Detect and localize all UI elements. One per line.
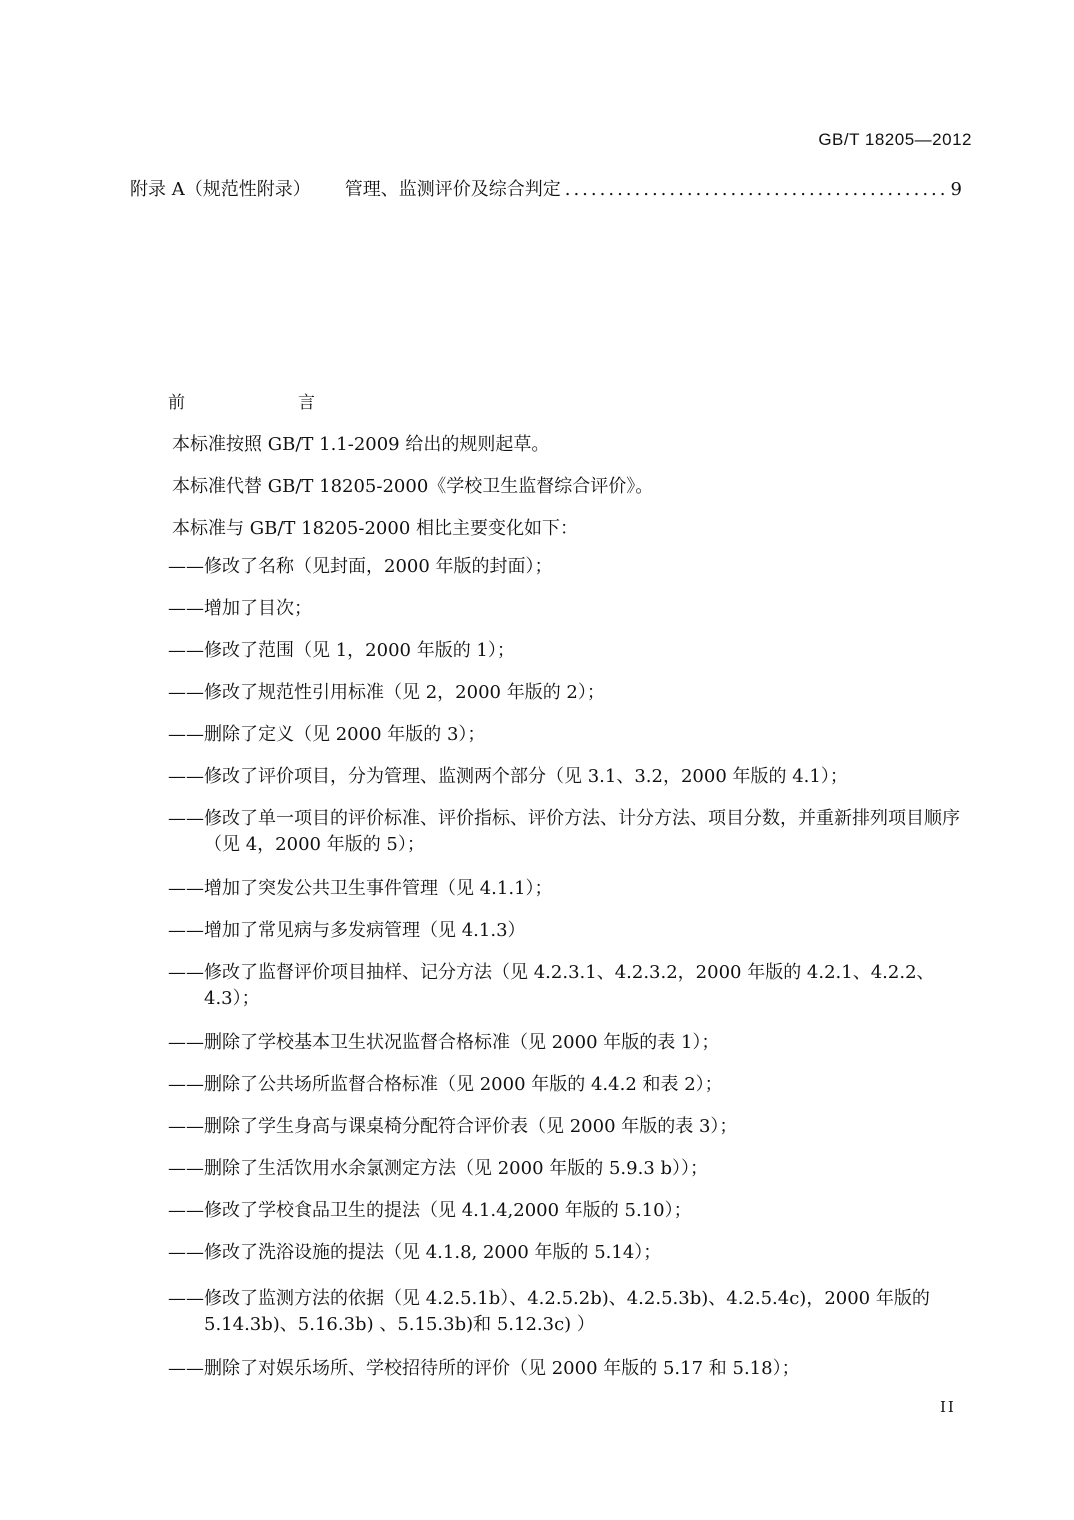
page-number: II [940,1398,956,1416]
change-list-item: ——删除了生活饮用水余氯测定方法（见 2000 年版的 5.9.3 b））； [168,1158,709,1179]
change-list-item: ——修改了洗浴设施的提法（见 4.1.8, 2000 年版的 5.14）； [168,1242,662,1263]
change-list-item: ——增加了目次； [168,598,312,619]
foreword-paragraph: 本标准代替 GB/T 18205-2000《学校卫生监督综合评价》。 [172,476,654,497]
foreword-heading: 前 言 [168,393,363,413]
toc-entry-appendix-a[interactable] [130,175,962,201]
standard-code-header: GB/T 18205—2012 [818,130,972,149]
change-list-item: ——删除了学校基本卫生状况监督合格标准（见 2000 年版的表 1）； [168,1032,720,1053]
change-list-item: ——删除了定义（见 2000 年版的 3）； [168,724,486,745]
change-list-item: ——增加了常见病与多发病管理（见 4.1.3） [168,920,526,941]
change-list-item: ——修改了评价项目，分为管理、监测两个部分（见 3.1、3.2，2000 年版的 4.1）； [168,766,848,787]
change-list-item: ——删除了学生身高与课桌椅分配符合评价表（见 2000 年版的表 3）； [168,1116,738,1137]
toc-entry-label: 附录 A（规范性附录） [130,179,311,200]
toc-entry-page: 9 [950,179,962,200]
change-list-item: ——修改了范围（见 1，2000 年版的 1）； [168,640,515,661]
change-list-item: ——删除了对娱乐场所、学校招待所的评价（见 2000 年版的 5.17 和 5.18）； [168,1358,800,1379]
change-list-item: ——修改了监测方法的依据（见 4.2.5.1b）、4.2.5.2b)、4.2.5.3b)、4.2.5.4c)，2000 年版的 5.14.3b)、5.16.3b) 、5.15.3b)和 5.12.3c) ） [168,1288,930,1335]
toc-dot-leader [565,179,947,200]
change-list-item: ——修改了名称（见封面，2000 年版的封面）； [168,556,553,577]
toc-entry-title: 管理、监测评价及综合判定 [344,179,561,200]
foreword-paragraph: 本标准按照 GB/T 1.1-2009 给出的规则起草。 [172,434,550,455]
change-list-item: ——增加了突发公共卫生事件管理（见 4.1.1）； [168,878,553,899]
change-list-item: ——修改了单一项目的评价标准、评价指标、评价方法、计分方法、项目分数，并重新排列项目顺序（见 4，2000 年版的 5）； [168,808,960,855]
change-list-item: ——修改了学校食品卫生的提法（见 4.1.4,2000 年版的 5.10）； [168,1200,692,1221]
foreword-paragraph: 本标准与 GB/T 18205-2000 相比主要变化如下： [172,518,578,539]
change-list-item: ——修改了监督评价项目抽样、记分方法（见 4.2.3.1、4.2.3.2，2000 年版的 4.2.1、4.2.2、4.3）； [168,962,935,1009]
change-list-item: ——修改了规范性引用标准（见 2，2000 年版的 2）； [168,682,605,703]
change-list-item: ——删除了公共场所监督合格标准（见 2000 年版的 4.4.2 和表 2）； [168,1074,723,1095]
